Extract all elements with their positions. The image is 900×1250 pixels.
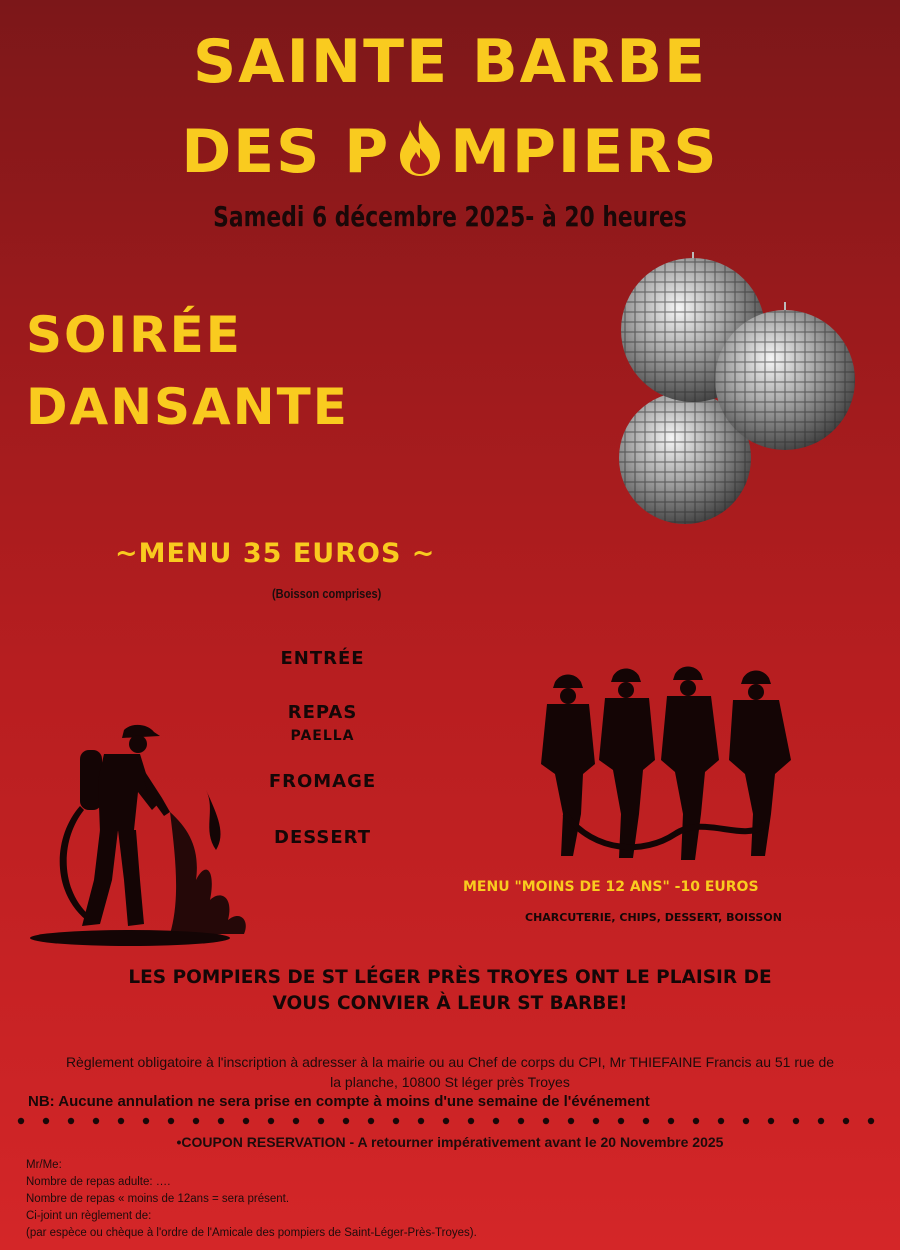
separator-dot (268, 1118, 274, 1124)
separator-dot (443, 1118, 449, 1124)
title-line-2 (0, 117, 900, 187)
menu-course-dessert: DESSERT (274, 827, 371, 848)
separator-dot (643, 1118, 649, 1124)
separator-dot (343, 1118, 349, 1124)
separator-dot (143, 1118, 149, 1124)
invitation-line-2: VOUS CONVIER À LEUR ST BARBE! (272, 993, 628, 1014)
separator-dot (793, 1118, 799, 1124)
separator-dot (18, 1118, 24, 1124)
separator-dot (768, 1118, 774, 1124)
title-line-1: SAINTE BARBE (192, 27, 708, 97)
separator-dot (193, 1118, 199, 1124)
separator-dot (593, 1118, 599, 1124)
reglement-line-1: Règlement obligatoire à l'inscription à adresser à la mairie ou au Chef de corps du CPI, Mr THIEFAINE Francis au 51 rue de (65, 1054, 835, 1070)
separator-dot (543, 1118, 549, 1124)
coupon-title: •COUPON RESERVATION - A retourner impérativement avant le 20 Novembre 2025 (176, 1134, 724, 1150)
separator-dot (818, 1118, 824, 1124)
title-line-2-part-2: MPIERS (450, 117, 719, 187)
reglement-text (20, 1052, 880, 1092)
separator-dot (843, 1118, 849, 1124)
invitation-text (0, 965, 900, 1017)
menu-course-entree: ENTRÉE (280, 648, 365, 669)
menu-note: (Boisson comprises) (272, 586, 382, 601)
separator-dot (68, 1118, 74, 1124)
menu-title: ~MENU 35 EUROS ~ (115, 538, 436, 569)
form-line-adult-meals: Nombre de repas adulte: …. (26, 1176, 171, 1188)
separator-dot (393, 1118, 399, 1124)
separator-dot (43, 1118, 49, 1124)
separator-dot (618, 1118, 624, 1124)
event-type-line-2: DANSANTE (26, 378, 349, 436)
event-date: Samedi 6 décembre 2025- à 20 heures (213, 200, 687, 233)
separator-dot (868, 1118, 874, 1124)
menu-course-repas-detail: PAELLA (290, 728, 355, 744)
separator-dot (493, 1118, 499, 1124)
separator-dot (468, 1118, 474, 1124)
flame-icon (390, 118, 450, 178)
separator-dot (218, 1118, 224, 1124)
separator-dot (718, 1118, 724, 1124)
separator-dot (693, 1118, 699, 1124)
form-line-payment: Ci-joint un règlement de: (26, 1210, 152, 1222)
reglement-line-2: la planche, 10800 St léger près Troyes (330, 1074, 570, 1090)
separator-dot (168, 1118, 174, 1124)
separator-dot (418, 1118, 424, 1124)
kids-menu-title: MENU "MOINS DE 12 ANS" -10 EUROS (463, 879, 759, 895)
title-line-2-part-1: DES P (181, 117, 391, 187)
kids-menu-items: CHARCUTERIE, CHIPS, DESSERT, BOISSON (525, 911, 782, 924)
separator-dot (668, 1118, 674, 1124)
form-line-name: Mr/Me: (26, 1159, 62, 1171)
cancellation-note: NB: Aucune annulation ne sera prise en compte à moins d'une semaine de l'événement (28, 1093, 650, 1110)
menu-course-repas: REPAS (287, 702, 358, 723)
separator-dot (318, 1118, 324, 1124)
event-type-line-1: SOIRÉE (26, 306, 242, 364)
separator-dot (93, 1118, 99, 1124)
separator-dot (568, 1118, 574, 1124)
disco-ball-right (715, 310, 855, 450)
disco-ball-icon (605, 252, 865, 524)
separator-dot (118, 1118, 124, 1124)
separator-dot (293, 1118, 299, 1124)
separator-dot (518, 1118, 524, 1124)
menu-course-fromage: FROMAGE (268, 771, 377, 792)
separator-dot (743, 1118, 749, 1124)
invitation-line-1: LES POMPIERS DE ST LÉGER PRÈS TROYES ONT LE PLAISIR DE (128, 967, 772, 988)
separator-dot (243, 1118, 249, 1124)
separator-dot (368, 1118, 374, 1124)
firefighter-group-icon (525, 664, 805, 864)
reservation-form (26, 1157, 477, 1242)
dotted-separator (15, 1114, 885, 1128)
firefighter-hose-icon (20, 720, 260, 950)
form-line-child-meals: Nombre de repas « moins de 12ans = sera présent. (26, 1193, 290, 1205)
form-line-payment-detail: (par espèce ou chèque à l'ordre de l'Amicale des pompiers de Saint-Léger-Près-Troyes). (26, 1227, 477, 1239)
